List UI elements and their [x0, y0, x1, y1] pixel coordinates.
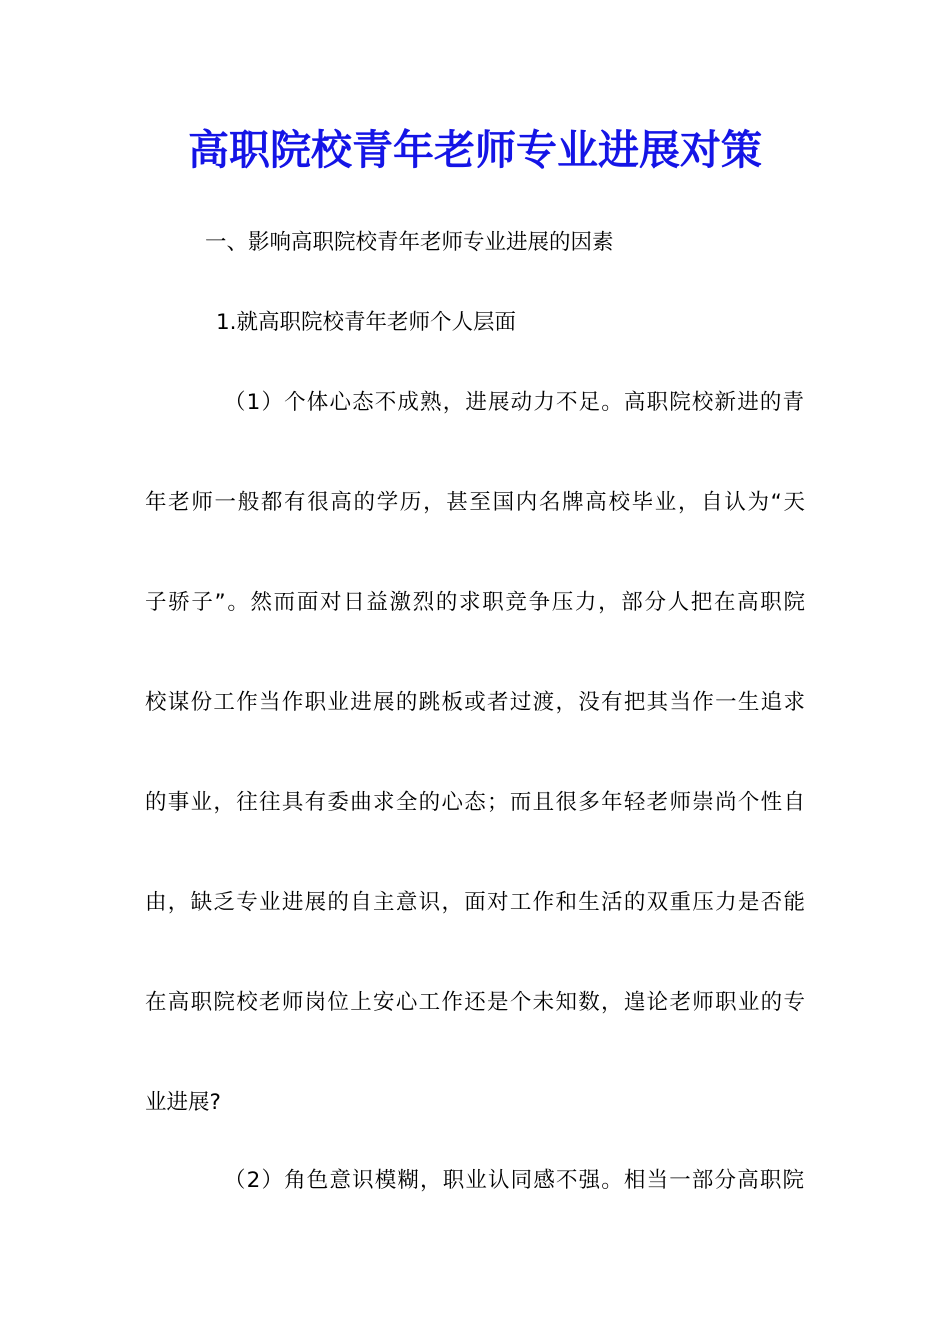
paragraph-line: 在高职院校老师岗位上安心工作还是个未知数，遑论老师职业的专 [145, 990, 805, 1015]
paragraph-line: 年老师一般都有很高的学历，甚至国内名牌高校毕业，自认为“天 [145, 490, 805, 515]
subsection-heading: 1.就高职院校青年老师个人层面 [216, 310, 517, 335]
paragraph-line: 子骄子”。然而面对日益激烈的求职竞争压力，部分人把在高职院 [145, 590, 805, 615]
paragraph-line: 校谋份工作当作职业进展的跳板或者过渡，没有把其当作一生追求 [145, 690, 805, 715]
paragraph-line: （1）个体心态不成熟，进展动力不足。高职院校新进的青 [224, 390, 804, 415]
paragraph-line: （2）角色意识模糊，职业认同感不强。相当一部分高职院 [224, 1168, 804, 1193]
paragraph-line: 业进展? [145, 1090, 221, 1115]
section-heading: 一、影响高职院校青年老师专业进展的因素 [205, 230, 614, 255]
paragraph-line: 由，缺乏专业进展的自主意识，面对工作和生活的双重压力是否能 [145, 890, 805, 915]
document-title: 高职院校青年老师专业进展对策 [188, 126, 762, 174]
paragraph-line: 的事业，往往具有委曲求全的心态；而且很多年轻老师崇尚个性自 [145, 790, 805, 815]
